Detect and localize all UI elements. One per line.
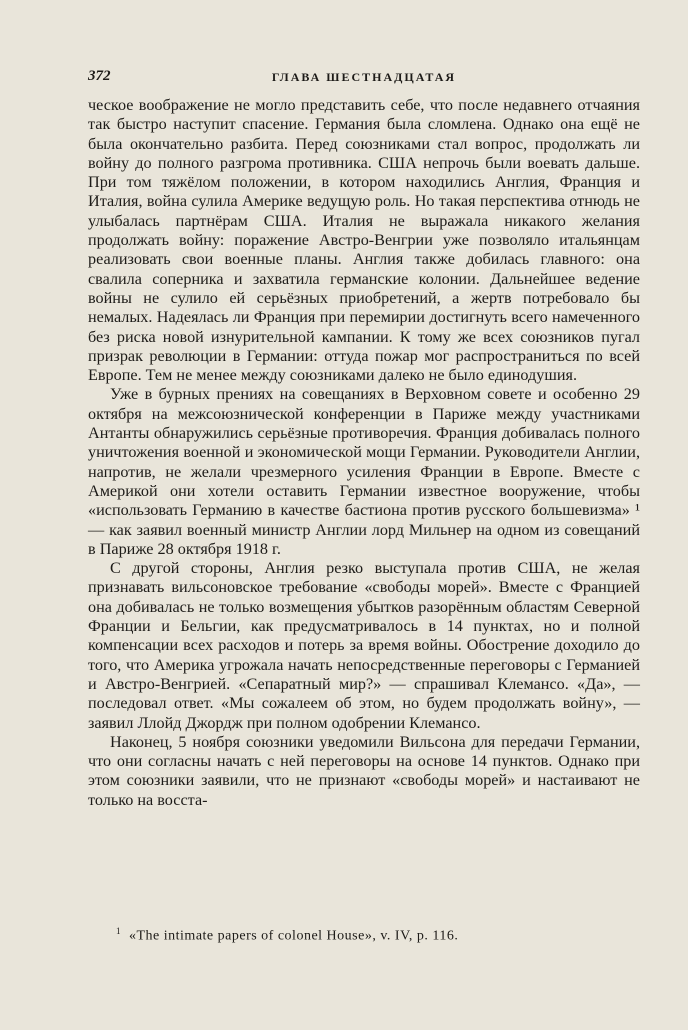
body-text [88, 96, 640, 810]
footnote-text: «The intimate papers of colonel House», v. IV, p. 116. [129, 928, 459, 944]
chapter-title: ГЛАВА ШЕСТНАДЦАТАЯ [271, 70, 457, 84]
paragraph: ческое воображение не могло представить себе, что после недавнего отчаяния так быстро наступит спасение. Германия была сломлена. Однако она ещё не была окончательно разбита. Перед союзниками стал вопрос, продолжать ли войну до полного разгрома противника. США непрочь были воевать дальше. При том тяжёлом положении, в котором находились Англия, Франция и Италия, война сулила Америке ведущую роль. Но такая перспектива отнюдь не улыбалась партнёрам США. Италия не выражала никакого желания продолжать войну: поражение Австро-Венгрии уже позволяло итальянцам реализовать свои военные планы. Англия также добилась главного: она свалила соперника и захватила германские колонии. Дальнейшее ведение войны не сулило ей серьёзных приобретений, а жертв потребовало бы немалых. Надеялась ли Франция при перемирии достигнуть всего намеченного без риска новой изнурительной кампании. К тому же всех союзников пугал призрак революции в Германии: оттуда пожар мог распространиться по всей Европе. Тем не менее между союзниками далеко не было единодушия. [88, 96, 640, 385]
paragraph: Наконец, 5 ноября союзники уведомили Вильсона для передачи Германии, что они согласны начать с ней переговоры на основе 14 пунктов. Однако при этом союзники заявили, что не признают «свободы морей» и настаивают не только на восста- [88, 732, 640, 809]
paragraph: Уже в бурных прениях на совещаниях в Верховном совете и особенно 29 октября на межсоюзнической конференции в Париже между участниками Антанты обнаружились серьёзные противоречия. Франция добивалась полного уничтожения военной и экономической мощи Германии. Руководители Англии, напротив, не желали чрезмерного усиления Франции в Европе. Вместе с Америкой они хотели оставить Германии известное вооружение, чтобы «использовать Германию в качестве бастиона против русского большевизма» ¹ — как заявил военный министр Англии лорд Мильнер на одном из совещаний в Париже 28 октября 1918 г. [88, 385, 640, 558]
paragraph: С другой стороны, Англия резко выступала против США, не желая признавать вильсоновское требование «свободы морей». Вместе с Францией она добивалась не только возмещения убытков разорённым областям Северной Франции и Бельгии, как предусматривалось в 14 пунктах, но и полной компенсации всех расходов и потерь за время войны. Обострение доходило до того, что Америка угрожала начать непосредственные переговоры с Германией и Австро-Венгрией. «Сепаратный мир?» — спрашивал Клемансо. «Да», — последовал ответ. «Мы сожалеем об этом, но будем продолжать войну», — заявил Ллойд Джордж при полном одобрении Клемансо. [88, 559, 640, 732]
footnote-marker: 1 [116, 926, 121, 936]
page-number: 372 [88, 68, 111, 84]
page-header [88, 68, 640, 86]
footnote [116, 926, 636, 945]
